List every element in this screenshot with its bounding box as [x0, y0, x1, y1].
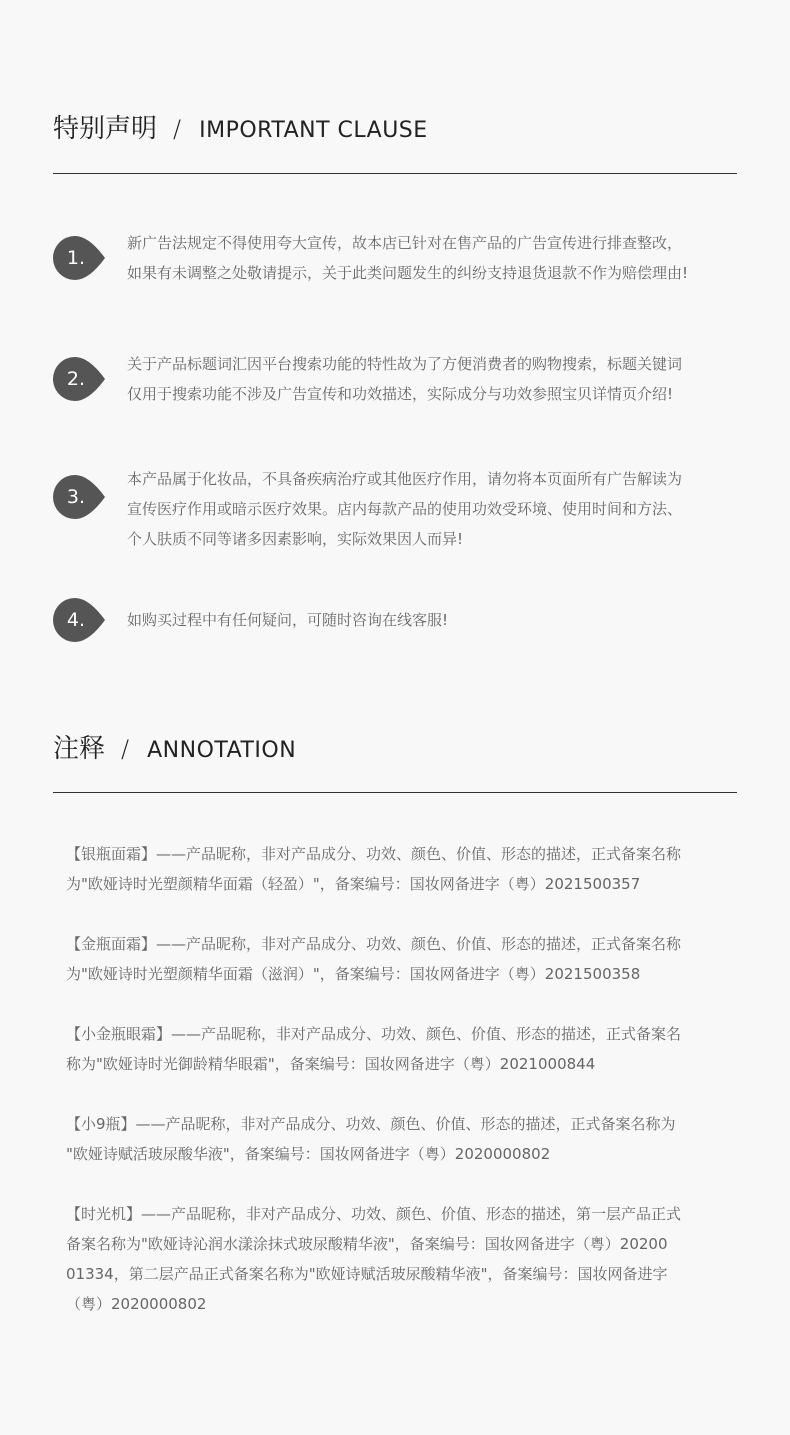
note-line: 【银瓶面霜】——产品昵称，非对产品成分、功效、颜色、价值、形态的描述，正式备案名称	[66, 845, 682, 863]
clause-number: 2.	[66, 368, 86, 390]
clause-line: 如果有未调整之处敬请提示，关于此类问题发生的纠纷支持退货退款不作为赔偿理由!	[127, 264, 689, 282]
annotation-divider	[53, 792, 737, 793]
clause-number: 1.	[66, 247, 86, 269]
note-line: 备案名称为"欧娅诗沁润水漾涂抹式玻尿酸精华液"，备案编号：国妆网备进字（粤）20200	[66, 1235, 668, 1253]
annotation-title-en: ANNOTATION	[147, 738, 297, 763]
number-badge-icon	[53, 357, 103, 401]
note-line: 为"欧娅诗时光塑颜精华面霜（滋润）"，备案编号：国妆网备进字（粤）2021500358	[66, 965, 641, 983]
annotation-title-zh: 注释	[53, 734, 106, 764]
clause-line: 新广告法规定不得使用夸大宣传，故本店已针对在售产品的广告宣传进行排查整改，	[127, 234, 683, 252]
clause-title-en: IMPORTANT CLAUSE	[199, 118, 428, 143]
clause-number: 4.	[66, 609, 86, 631]
clause-text	[127, 349, 741, 409]
number-badge-icon	[53, 236, 103, 280]
clause-line: 关于产品标题词汇因平台搜索功能的特性故为了方便消费者的购物搜索，标题关键词	[127, 355, 683, 373]
number-badge-icon	[53, 598, 103, 642]
note-line: （粤）2020000802	[66, 1295, 207, 1313]
clause-number: 3.	[66, 486, 86, 508]
note-line: 01334，第二层产品正式备案名称为"欧娅诗赋活玻尿酸精华液"，备案编号：国妆网备进字	[66, 1265, 668, 1283]
annotation-note-2	[66, 929, 726, 989]
annotation-section-header	[53, 728, 737, 765]
clause-text	[127, 464, 741, 554]
note-line: 【时光机】——产品昵称，非对产品成分、功效、颜色、价值、形态的描述，第一层产品正式	[66, 1205, 682, 1223]
note-line: 称为"欧娅诗时光御龄精华眼霜"，备案编号：国妆网备进字（粤）2021000844	[66, 1055, 596, 1073]
note-line: 【小金瓶眼霜】——产品昵称，非对产品成分、功效、颜色、价值、形态的描述，正式备案名	[66, 1025, 682, 1043]
annotation-note-1	[66, 839, 726, 899]
clause-line: 个人肤质不同等诸多因素影响，实际效果因人而异!	[127, 530, 464, 548]
title-separator: /	[121, 735, 130, 763]
clause-text	[127, 228, 741, 288]
annotation-note-3	[66, 1019, 726, 1079]
clause-title-zh: 特别声明	[53, 114, 158, 144]
note-line: "欧娅诗赋活玻尿酸华液"，备案编号：国妆网备进字（粤）2020000802	[66, 1145, 551, 1163]
note-line: 【小9瓶】——产品昵称，非对产品成分、功效、颜色、价值、形态的描述，正式备案名称为	[66, 1115, 676, 1133]
annotation-note-5	[66, 1199, 726, 1319]
clause-line: 宣传医疗作用或暗示医疗效果。店内每款产品的使用功效受环境、使用时间和方法、	[127, 500, 683, 518]
number-badge-icon	[53, 475, 103, 519]
clause-line: 本产品属于化妆品，不具备疾病治疗或其他医疗作用，请勿将本页面所有广告解读为	[127, 470, 683, 488]
annotation-note-4	[66, 1109, 726, 1169]
clause-text	[127, 605, 741, 635]
clause-line: 如购买过程中有任何疑问，可随时咨询在线客服!	[127, 611, 449, 629]
clause-section-header	[53, 108, 737, 145]
clause-divider	[53, 173, 737, 174]
note-line: 【金瓶面霜】——产品昵称，非对产品成分、功效、颜色、价值、形态的描述，正式备案名称	[66, 935, 682, 953]
clause-line: 仅用于搜索功能不涉及广告宣传和功效描述，实际成分与功效参照宝贝详情页介绍!	[127, 385, 674, 403]
note-line: 为"欧娅诗时光塑颜精华面霜（轻盈）"，备案编号：国妆网备进字（粤）2021500357	[66, 875, 641, 893]
title-separator: /	[173, 115, 182, 143]
